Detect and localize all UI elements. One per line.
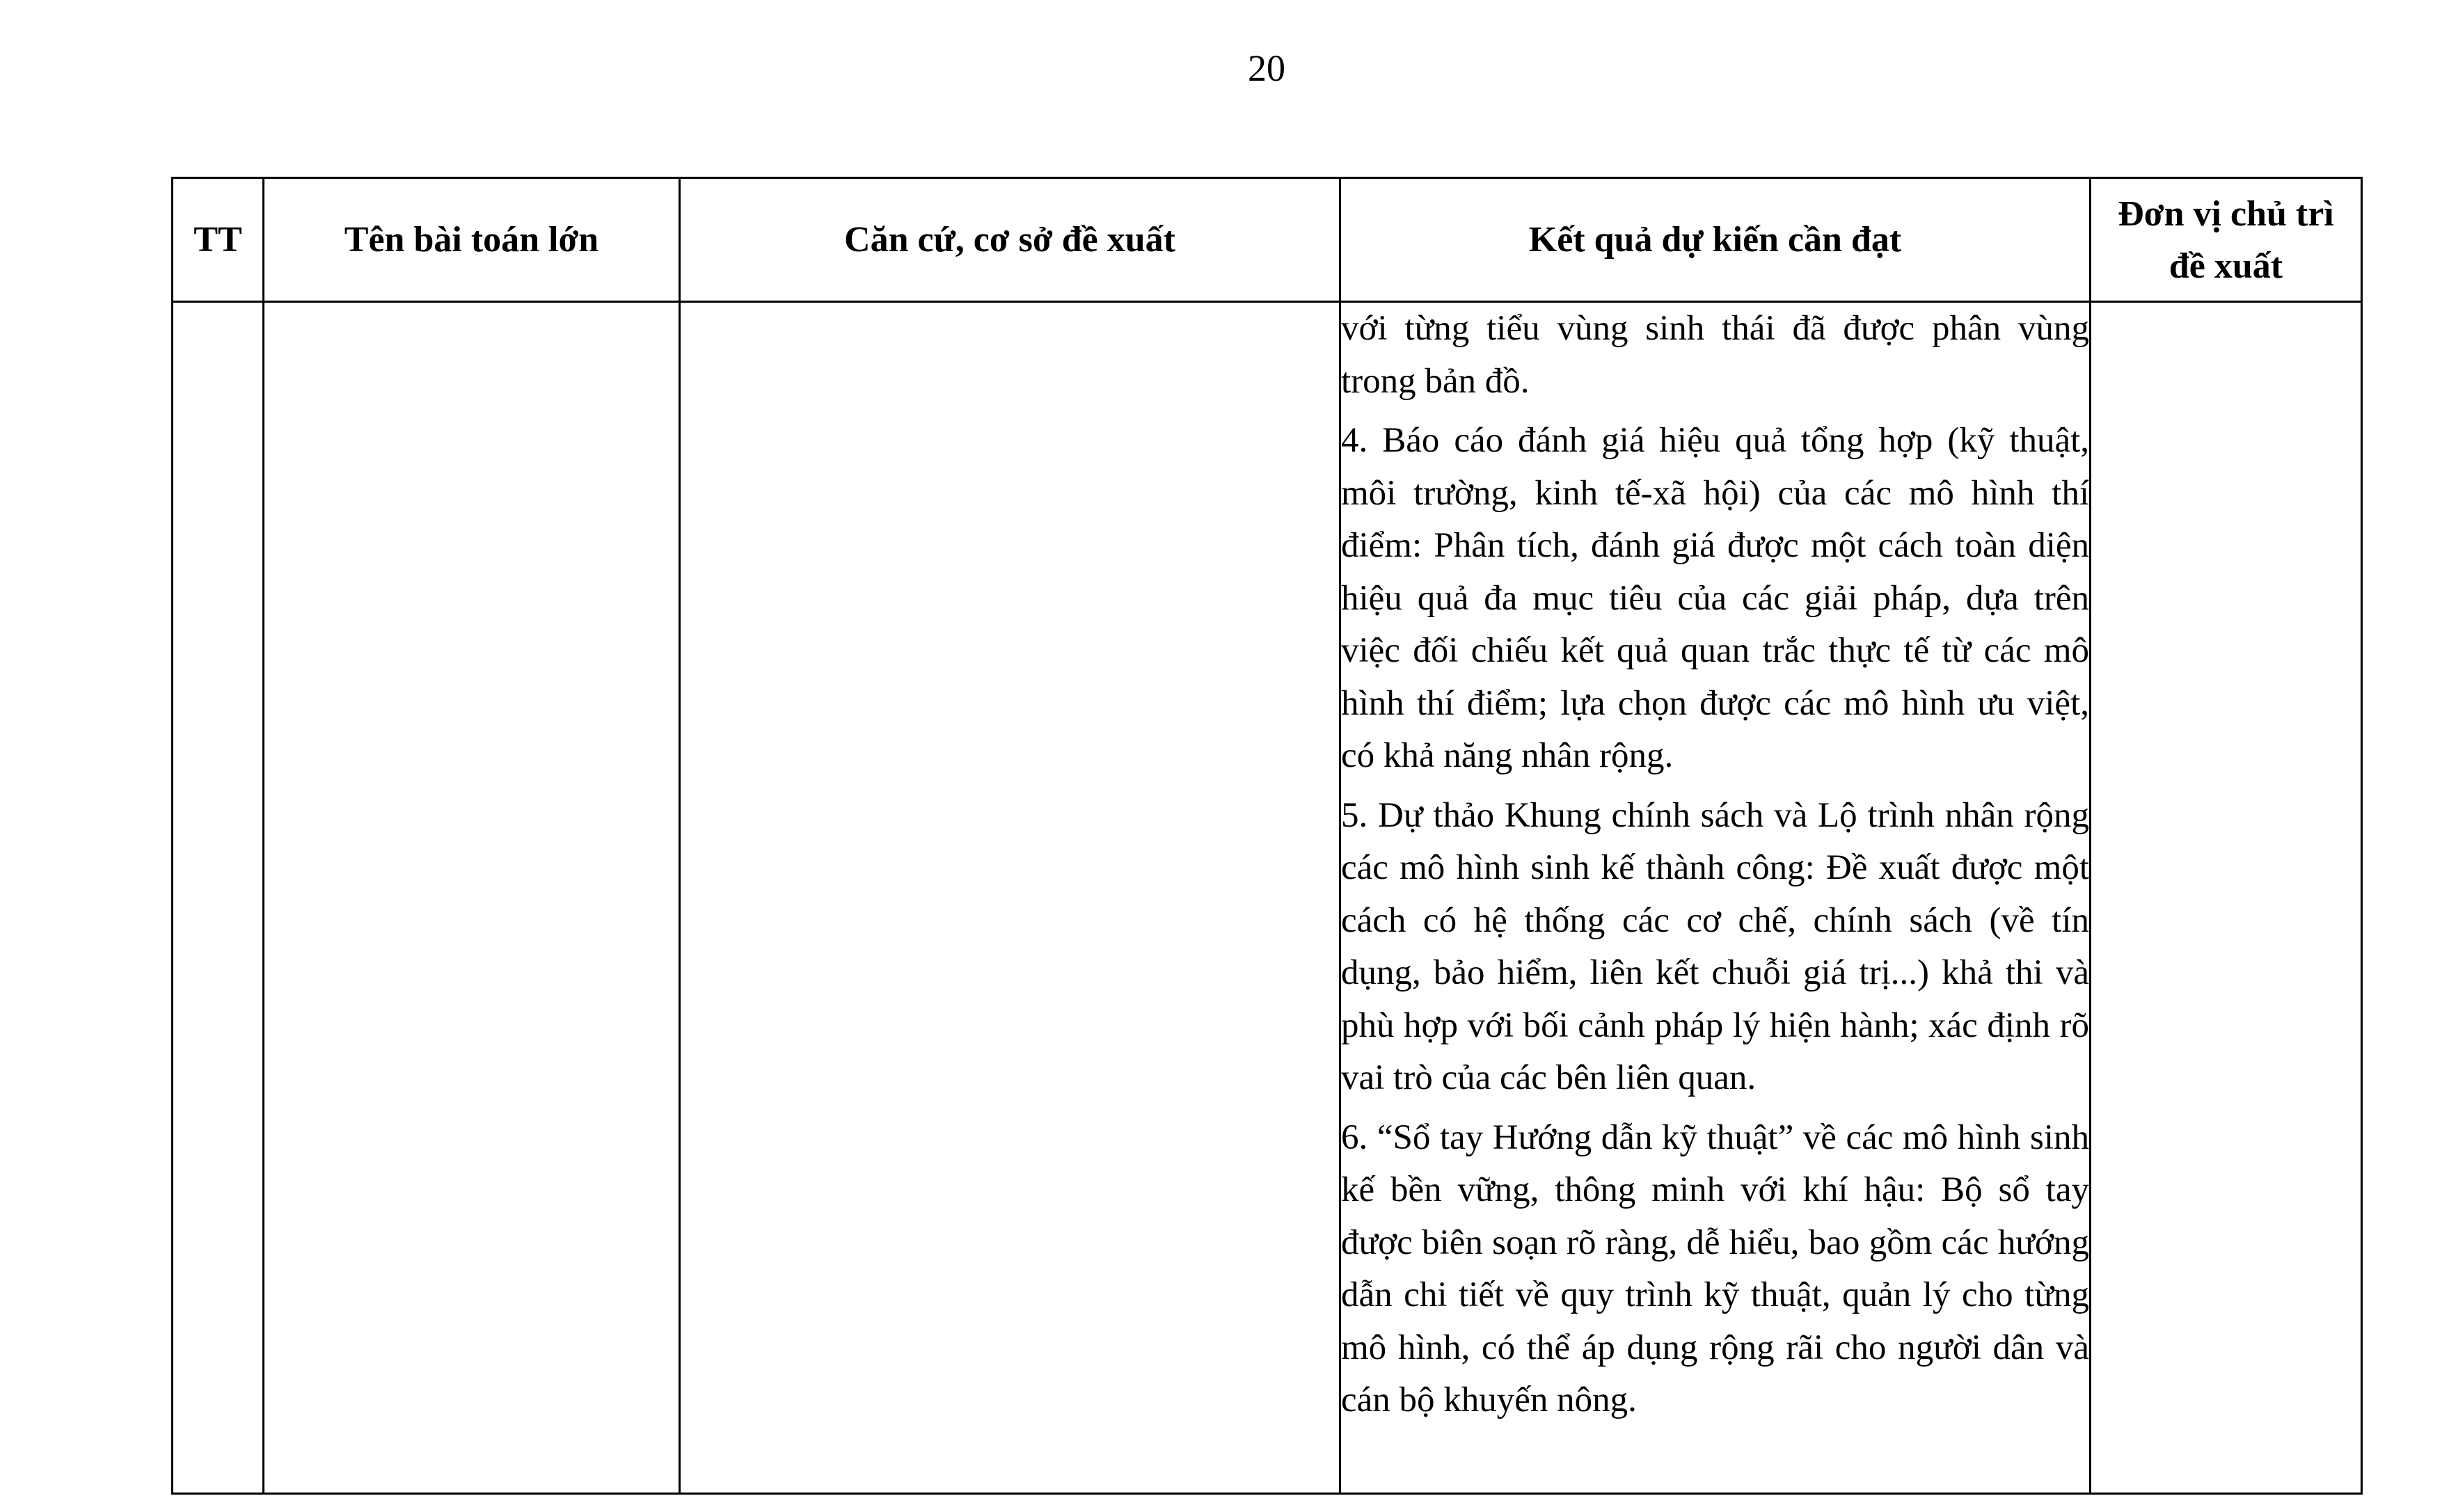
table-body [173, 302, 2362, 1494]
table-row [173, 302, 2362, 1494]
header-basis: Căn cứ, cơ sở đề xuất [680, 178, 1340, 302]
cell-problem-name [264, 302, 680, 1494]
header-row [173, 178, 2362, 302]
header-expected-result: Kết quả dự kiến cần đạt [1340, 178, 2091, 302]
header-lead-unit-line1: Đơn vị chủ trì [2118, 193, 2334, 234]
table-header [173, 178, 2362, 302]
result-paragraph-item-5: 5. Dự thảo Khung chính sách và Lộ trình nhân rộng các mô hình sinh kế thành công: Đề xuất được một cách có hệ thống các cơ chế, chính sách (về tín dụng, bảo hiểm, liên kết chuỗi giá trị...) khả thi và phù hợp với bối cảnh pháp lý hiện hành; xác định rõ vai trò của các bên liên quan. [1341, 795, 2089, 1097]
result-paragraph-item-4: 4. Báo cáo đánh giá hiệu quả tổng hợp (kỹ thuật, môi trường, kinh tế-xã hội) của các mô hình thí điểm: Phân tích, đánh giá được một cách toàn diện hiệu quả đa mục tiêu của các giải pháp, dựa trên việc đối chiếu kết quả quan trắc thực tế từ các mô hình thí điểm; lựa chọn được các mô hình ưu việt, có khả năng nhân rộng. [1341, 421, 2089, 775]
cell-lead-unit [2091, 302, 2362, 1494]
cell-expected-result [1340, 302, 2091, 1494]
header-lead-unit-line2: đề xuất [2169, 246, 2283, 286]
header-tt: TT [173, 178, 264, 302]
page-number: 20 [1248, 47, 1285, 89]
header-lead-unit [2091, 178, 2362, 302]
header-problem-name: Tên bài toán lớn [264, 178, 680, 302]
result-paragraph-continuation: với từng tiểu vùng sinh thái đã được phân vùng trong bản đồ. [1341, 309, 2089, 401]
cell-tt [173, 302, 264, 1494]
cell-basis [680, 302, 1340, 1494]
proposal-table [171, 177, 2363, 1495]
result-paragraph-item-6: 6. “Sổ tay Hướng dẫn kỹ thuật” về các mô hình sinh kế bền vững, thông minh với khí hậu: Bộ sổ tay được biên soạn rõ ràng, dễ hiểu, bao gồm các hướng dẫn chi tiết về quy trình kỹ thuật, quản lý cho từng mô hình, có thể áp dụng rộng rãi cho người dân và cán bộ khuyến nông. [1341, 1117, 2089, 1419]
